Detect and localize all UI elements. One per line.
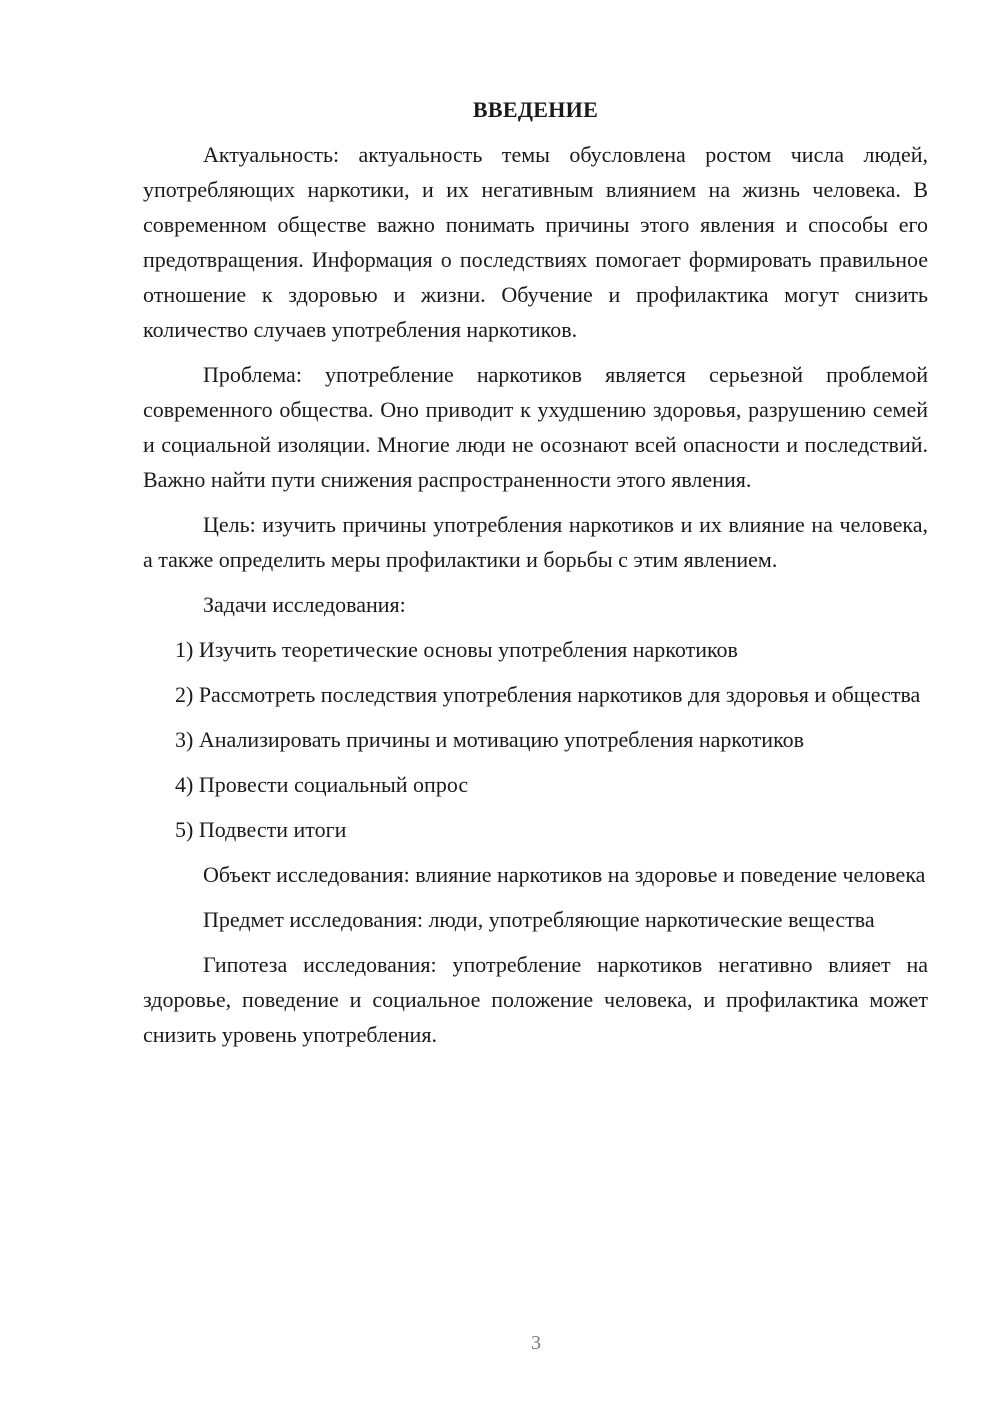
task-item: 2) Рассмотреть последствия употребления наркотиков для здоровья и общества xyxy=(175,682,921,707)
object-paragraph: Объект исследования: влияние наркотиков на здоровье и поведение человека xyxy=(203,862,926,887)
page-number: 3 xyxy=(531,1332,541,1354)
task-item: 4) Провести социальный опрос xyxy=(175,772,469,797)
problem-paragraph: Проблема: употребление наркотиков является серьезной проблемой современного общества. Оно приводит к ухудшению здоровья, разрушению семей и социальной изоляции. Многие люди не осознают всей опасности и последствий. Важно найти пути снижения распространенности этого явления. xyxy=(143,362,928,492)
task-item: 5) Подвести итоги xyxy=(175,817,347,842)
tasks-heading: Задачи исследования: xyxy=(203,592,406,617)
task-item: 1) Изучить теоретические основы употребления наркотиков xyxy=(175,637,738,662)
relevance-paragraph: Актуальность: актуальность темы обусловлена ростом числа людей, употребляющих наркотики, и их негативным влиянием на жизнь человека. В современном обществе важно понимать причины этого явления и способы его предотвращения. Информация о последствиях помогает формировать правильное отношение к здоровью и жизни. Обучение и профилактика могут снизить количество случаев употребления наркотиков. xyxy=(143,142,928,342)
goal-paragraph: Цель: изучить причины употребления наркотиков и их влияние на человека, а также определить меры профилактики и борьбы с этим явлением. xyxy=(143,512,928,572)
tasks-list xyxy=(143,632,928,847)
hypothesis-paragraph: Гипотеза исследования: употребление наркотиков негативно влияет на здоровье, поведение и социальное положение человека, и профилактика может снизить уровень употребления. xyxy=(143,952,928,1047)
task-item: 3) Анализировать причины и мотивацию употребления наркотиков xyxy=(175,727,805,752)
document-body xyxy=(143,92,928,1062)
subject-paragraph: Предмет исследования: люди, употребляющие наркотические вещества xyxy=(203,907,875,932)
section-title: ВВЕДЕНИЕ xyxy=(472,97,599,122)
